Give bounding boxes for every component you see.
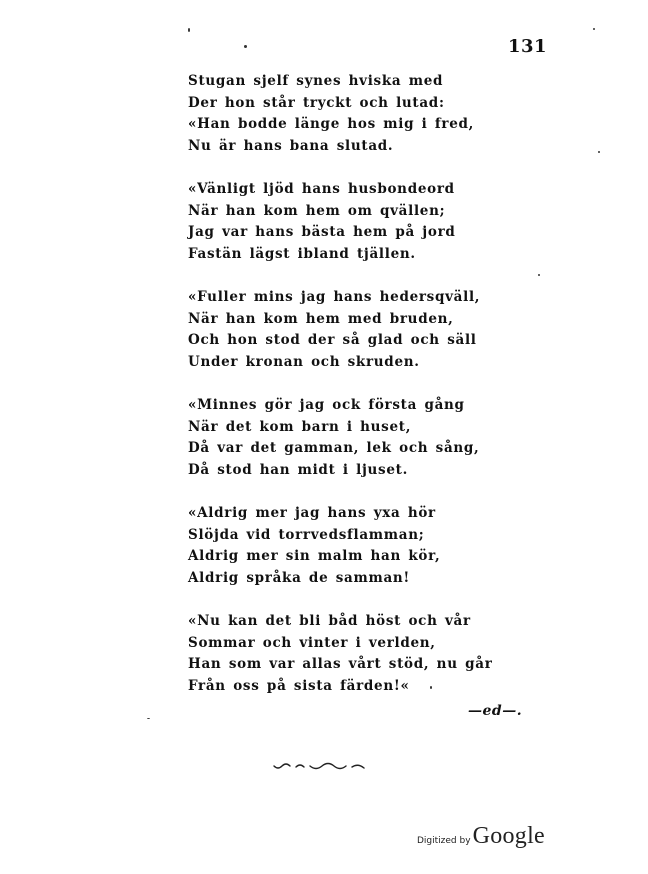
poem-line: Sommar och vinter i verlden, (188, 634, 436, 651)
poem-line: Der hon står tryckt och lutad: (188, 94, 445, 111)
poem-line: När han kom hem med bruden, (188, 310, 454, 327)
print-speck (244, 45, 247, 48)
poem-line: Från oss på sista färden!« (188, 677, 410, 694)
stanza (188, 611, 493, 697)
print-speck (598, 151, 600, 153)
poem-line: Aldrig språka de samman! (188, 569, 411, 586)
poem-line: «Aldrig mer jag hans yxa hör (188, 505, 436, 521)
poem-line: «Fuller mins jag hans hedersqväll, (188, 289, 481, 305)
poem-line: Stugan sjelf synes hviska med (188, 73, 444, 89)
poem (188, 71, 493, 719)
stanza (188, 395, 488, 481)
print-speck (538, 274, 540, 276)
stanza (188, 71, 488, 157)
stanza (188, 287, 488, 373)
tailpiece-ornament (272, 760, 372, 772)
page-number: 131 (508, 36, 548, 57)
stanza (188, 179, 488, 265)
print-speck (430, 686, 432, 689)
poem-line: Under kronan och skruden. (188, 353, 420, 370)
poem-line: Slöjda vid torrvedsflamman; (188, 526, 425, 543)
poem-line: «Nu kan det bli båd höst och vår (188, 613, 471, 629)
poem-line: När han kom hem om qvällen; (188, 202, 446, 219)
watermark-brand: Google (472, 823, 546, 849)
poem-line: Aldrig mer sin malm han kör, (188, 548, 441, 564)
print-speck (188, 28, 190, 32)
poem-line: Då stod han midt i ljuset. (188, 461, 408, 478)
poem-line: Och hon stod der så glad och säll (188, 332, 477, 348)
poem-line: När det kom barn i huset, (188, 418, 412, 435)
poem-line: Nu är hans bana slutad. (188, 137, 394, 154)
poem-line: Då var det gamman, lek och sång, (188, 440, 480, 456)
poem-line: «Vänligt ljöd hans husbondeord (188, 181, 455, 197)
poem-line: Han som var allas vårt stöd, nu går (188, 656, 493, 672)
watermark-prefix: Digitized by (417, 836, 471, 846)
digitization-watermark (417, 823, 545, 850)
poem-line: Fastän lägst ibland tjällen. (188, 245, 416, 262)
stanza (188, 503, 488, 589)
poem-line: «Minnes gör jag ock första gång (188, 397, 465, 413)
poem-line: «Han bodde länge hos mig i fred, (188, 116, 475, 132)
print-speck (147, 718, 150, 719)
signature: —ed—. (468, 703, 523, 719)
print-speck (593, 28, 595, 30)
poem-line: Jag var hans bästa hem på jord (188, 224, 456, 240)
